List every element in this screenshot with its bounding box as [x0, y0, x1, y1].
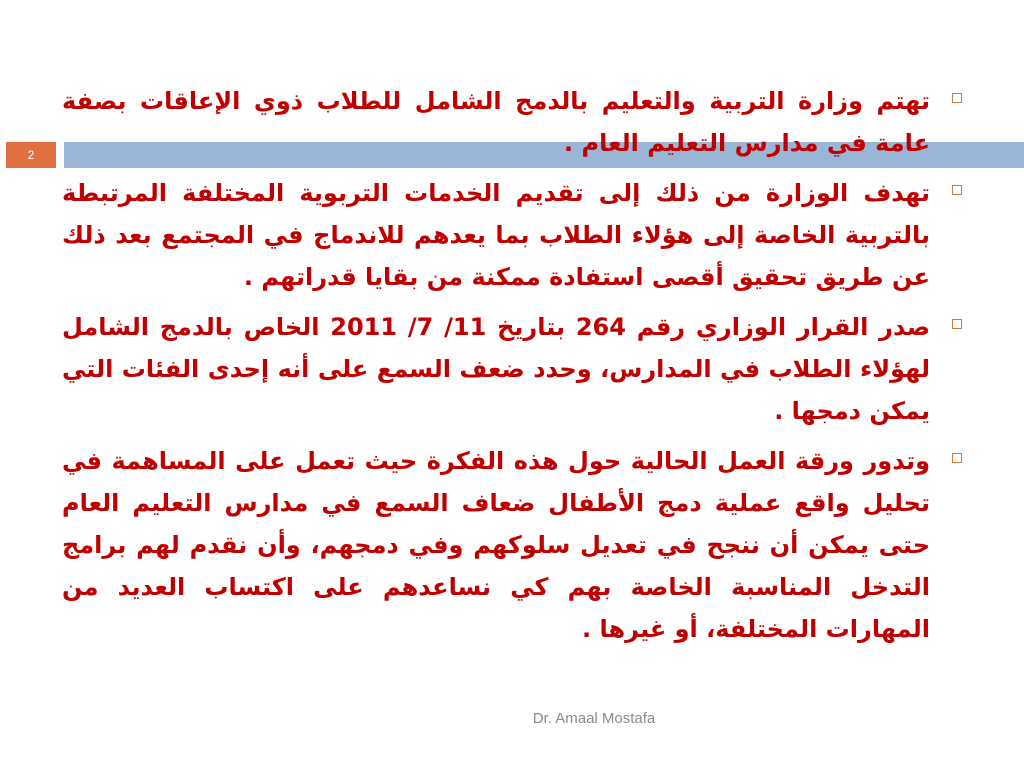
list-item	[62, 440, 962, 650]
square-bullet-icon	[952, 319, 962, 329]
square-bullet-icon	[952, 93, 962, 103]
bullet-text: تهتم وزارة التربية والتعليم بالدمج الشامل للطلاب ذوي الإعاقات بصفة عامة في مدارس التعليم العام .	[62, 87, 930, 157]
bullet-text: وتدور ورقة العمل الحالية حول هذه الفكرة حيث تعمل على المساهمة في تحليل واقع عملية دمج الأطفال ضعاف السمع في مدارس التعليم العام حتى يمكن أن ننجح في تعديل سلوكهم وفي دمجهم، وأن نقدم لهم برامج التدخل المناسبة الخاصة بهم كي نساعدهم على اكتساب العديد من المهارات المختلفة، أو غيرها .	[62, 447, 930, 643]
list-item	[62, 306, 962, 432]
footer-author: Dr. Amaal Mostafa	[532, 710, 656, 727]
list-item	[62, 172, 962, 298]
bullet-text: تهدف الوزارة من ذلك إلى تقديم الخدمات التربوية المختلفة المرتبطة بالتربية الخاصة إلى هؤلاء الطلاب بما يعدهم للاندماج في المجتمع بعد ذلك عن طريق تحقيق أقصى استفادة ممكنة من بقايا قدراتهم .	[62, 179, 930, 291]
bullet-text: صدر القرار الوزاري رقم 264 بتاريخ 11/ 7/ 2011 الخاص بالدمج الشامل لهؤلاء الطلاب في المدارس، وحدد ضعف السمع على أنه إحدى الفئات التي يمكن دمجها .	[62, 313, 931, 425]
square-bullet-icon	[952, 453, 962, 463]
list-item	[62, 80, 962, 164]
square-bullet-icon	[952, 185, 962, 195]
slide-number: 2	[6, 142, 56, 168]
bullet-list	[62, 80, 962, 658]
